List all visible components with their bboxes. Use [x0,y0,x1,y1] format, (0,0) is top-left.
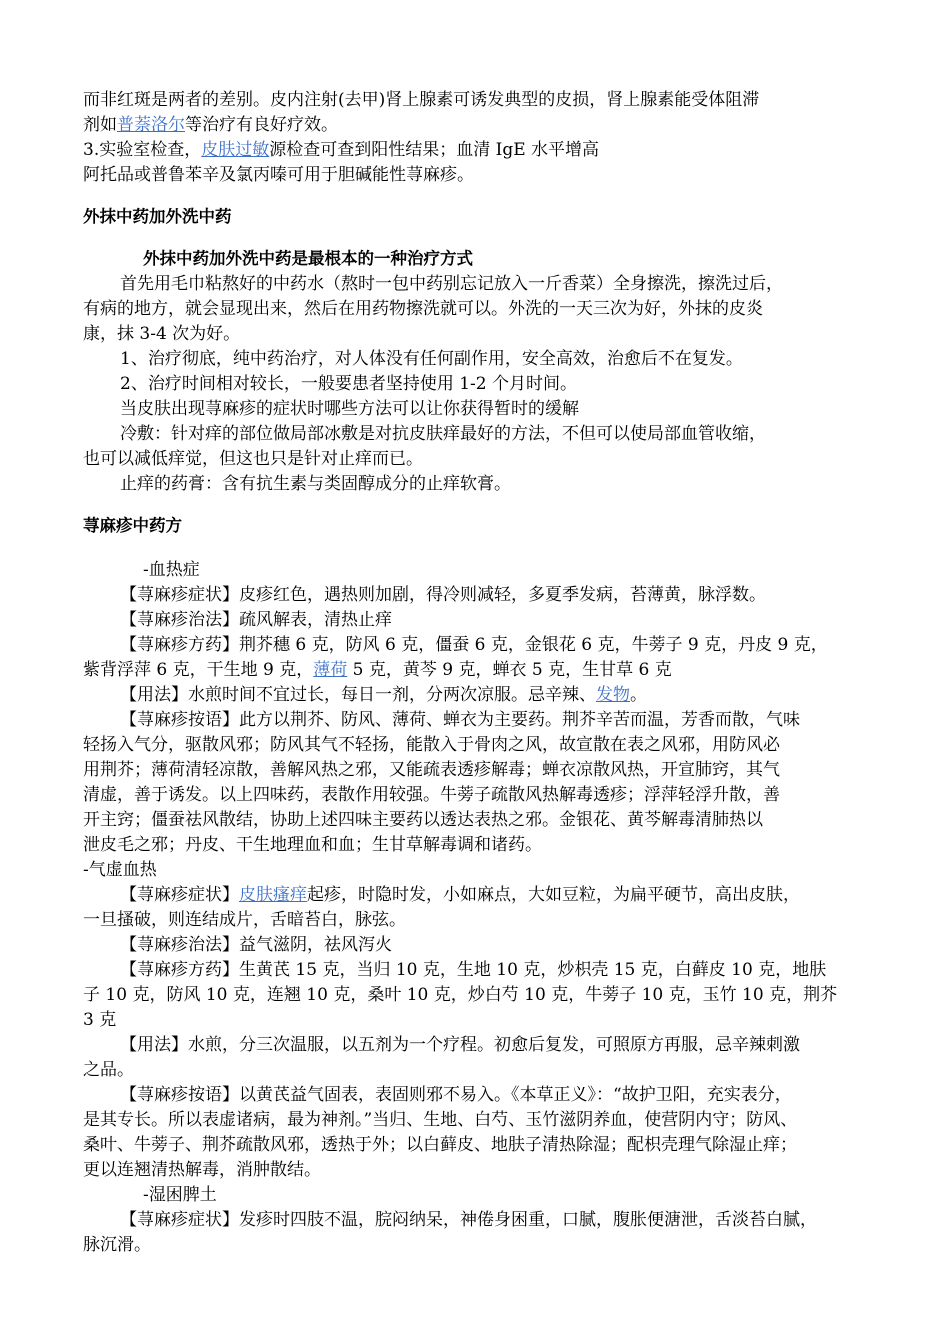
text-run: 【荨麻疹按语】此方以荆芥、防风、薄荷、蝉衣为主要药。荆芥辛苦而温，芳香而散，气味 [120,710,800,730]
text-run: 【荨麻疹方药】生黄芪 15 克，当归 10 克，生地 10 克，炒枳壳 15 克，白藓皮 10 克，地肤 [120,960,827,980]
text-run: 止痒的药膏：含有抗生素与类固醇成分的止痒软膏。 [120,474,511,494]
text-run: 桑叶、牛蒡子、荆芥疏散风邪，透热于外；以白藓皮、地肤子清热除湿；配枳壳理气除湿止痒； [83,1135,797,1155]
text-line [120,958,910,982]
text-line [120,472,910,496]
text-line [83,658,873,682]
text-run: 冷敷：针对痒的部位做局部冰敷是对抗皮肤痒最好的方法，不但可以使局部血管收缩， [120,424,766,444]
text-run: 【荨麻疹症状】发疹时四肢不温，脘闷纳呆，神倦身困重，口腻，腹胀便溏泄，舌淡苔白腻， [120,1210,817,1230]
text-run: 外抹中药加外洗中药 [83,207,232,226]
text-run: 3 克 [83,1010,117,1030]
text-run: 【荨麻疹症状】皮疹红色，遇热则加剧，得冷则减轻，多夏季发病，苔薄黄，脉浮数。 [120,585,766,605]
text-run: 泄皮毛之邪；丹皮、干生地理血和血；生甘草解毒调和诸药。 [83,835,542,855]
text-line [83,322,873,346]
text-run: 有病的地方，就会显现出来，然后在用药物擦洗就可以。外洗的一天三次为好，外抹的皮炎 [83,299,763,319]
text-line [120,933,910,957]
link-itchy-skin[interactable]: 皮肤瘙痒 [239,885,307,905]
text-line [83,758,873,782]
text-line [83,1108,873,1132]
text-line [120,272,910,296]
text-run: 是其专长。所以表虚诸病，最为神剂。”当归、生地、白芍、玉竹滋阴养血，使营阴内守；防风、 [83,1110,798,1130]
text-line [83,113,873,137]
text-line [83,908,873,932]
text-run: 子 10 克，防风 10 克，连翘 10 克，桑叶 10 克，炒白芍 10 克，牛蒡子 10 克，玉竹 10 克，荆芥 [83,985,838,1005]
text-line [83,808,873,832]
text-run: 【荨麻疹症状】 [120,885,239,905]
text-run: 阿托品或普鲁苯辛及氯丙嗪可用于胆碱能性荨麻疹。 [83,165,474,185]
text-run: 【用法】水煎，分三次温服，以五剂为一个疗程。初愈后复发，可照原方再服，忌辛辣刺激 [120,1035,800,1055]
text-line [83,1133,873,1157]
text-run: 荨麻疹中药方 [83,516,182,535]
text-line [120,347,910,371]
text-line [83,783,873,807]
section-heading [83,514,873,538]
text-line [120,608,910,632]
text-run: 脉沉滑。 [83,1235,151,1255]
text-line [120,1033,910,1057]
text-line [83,447,873,471]
text-run: 外抹中药加外洗中药是最根本的一种治疗方式 [143,249,473,268]
text-run: 【用法】水煎时间不宜过长，每日一剂，分两次凉服。忌辛辣、 [120,685,596,705]
text-line [83,88,873,112]
text-run: 更以连翘清热解毒，消肿散结。 [83,1160,321,1180]
link-skin-allergy[interactable]: 皮肤过敏 [201,140,270,160]
text-run: -气虚血热 [83,860,157,880]
text-line [120,422,910,446]
text-run: 也可以减低痒觉，但这也只是针对止痒而已。 [83,449,423,469]
text-run: 5 克，黄芩 9 克，蝉衣 5 克，生甘草 6 克 [347,660,672,680]
text-line [120,633,910,657]
text-run: 开主窍；僵蚕祛风散结，协助上述四味主要药以透达表热之邪。金银花、黄芩解毒清肺热以 [83,810,763,830]
text-run: 而非红斑是两者的差别。皮内注射(去甲)肾上腺素可诱发典型的皮损，肾上腺素能受体阻滞 [83,90,760,110]
section-heading [83,205,873,229]
text-run: 轻扬入气分，驱散风邪；防风其气不轻扬，能散入于骨肉之风，故宣散在表之风邪，用防风必 [83,735,780,755]
text-run: 源检查可查到阳性结果；血清 IgE 水平增高 [269,140,600,160]
text-line [120,1083,910,1107]
text-line [83,1058,873,1082]
text-run: 剂如 [83,115,117,135]
text-line [120,397,910,421]
text-run: 一旦搔破，则连结成片，舌暗苔白，脉弦。 [83,910,406,930]
text-line [83,858,873,882]
text-run: -湿困脾土 [143,1185,217,1205]
text-line [120,583,910,607]
text-line [83,1233,873,1257]
link-propranolol[interactable]: 普萘洛尔 [117,115,185,135]
text-line [83,983,873,1007]
text-run: 首先用毛巾粘熬好的中药水（熬时一包中药别忘记放入一斤香菜）全身擦洗，擦洗过后， [120,274,783,294]
text-line [83,733,873,757]
text-line [83,833,873,857]
text-line [83,1158,873,1182]
text-run: 当皮肤出现荨麻疹的症状时哪些方法可以让你获得暂时的缓解 [120,399,579,419]
text-line [143,1183,933,1207]
text-line [120,708,910,732]
text-run: 。 [630,685,647,705]
text-run: 【荨麻疹方药】荆芥穗 6 克，防风 6 克，僵蚕 6 克，金银花 6 克，牛蒡子 9 克，丹皮 9 克， [120,635,828,655]
text-run: 2、治疗时间相对较长，一般要患者坚持使用 1-2 个月时间。 [120,374,577,394]
text-run: 等治疗有良好疗效。 [185,115,338,135]
text-line [83,138,873,162]
text-run: 1、治疗彻底，纯中药治疗，对人体没有任何副作用，安全高效，治愈后不在复发。 [120,349,743,369]
text-line [83,297,873,321]
text-run: -血热症 [143,560,200,580]
text-line [120,883,910,907]
text-line [120,683,910,707]
text-run: 用荆芥；薄荷清轻凉散，善解风热之邪，又能疏表透疹解毒；蝉衣凉散风热，开宣肺窍，其气 [83,760,780,780]
text-run: 清虚，善于诱发。以上四味药，表散作用较强。牛蒡子疏散风热解毒透疹；浮萍轻浮升散，善 [83,785,780,805]
text-run: 【荨麻疹治法】益气滋阴，祛风泻火 [120,935,392,955]
text-line [83,163,873,187]
text-run: 起疹，时隐时发，小如麻点，大如豆粒，为扁平硬节，高出皮肤， [307,885,800,905]
text-line [83,1008,873,1032]
text-line [143,558,933,582]
text-run: 之品。 [83,1060,134,1080]
subsection-heading [143,247,933,271]
text-line [120,372,910,396]
link-fawu[interactable]: 发物 [596,685,630,705]
text-run: 3.实验室检查， [83,140,202,160]
text-line [120,1208,910,1232]
text-run: 紫背浮萍 6 克，干生地 9 克， [83,660,314,680]
text-run: 【荨麻疹按语】以黄芪益气固表，表固则邪不易入。《本草正义》：“故护卫阳，充实表分， [120,1085,792,1105]
text-run: 【荨麻疹治法】疏风解表，清热止痒 [120,610,392,630]
text-run: 康，抹 3-4 次为好。 [83,324,241,344]
link-mint[interactable]: 薄荷 [313,660,348,680]
